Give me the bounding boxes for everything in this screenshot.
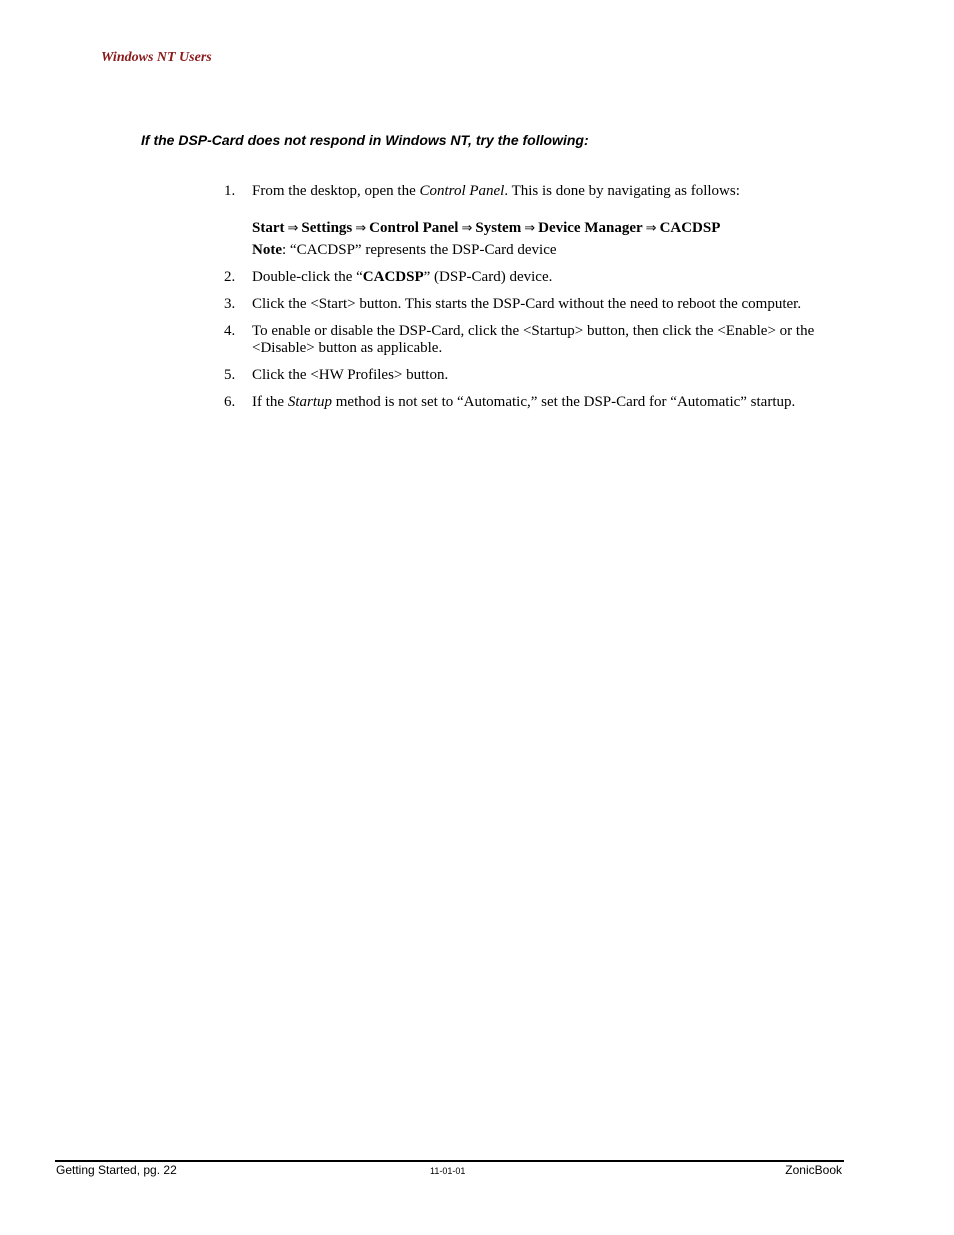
- nav-control-panel: Control Panel: [369, 220, 459, 236]
- footer-product: ZonicBook: [785, 1163, 842, 1177]
- footer-page-label: Getting Started, pg. 22: [56, 1163, 177, 1177]
- list-item: [224, 394, 844, 411]
- arrow-icon: ⇒: [355, 221, 367, 236]
- arrow-icon: ⇒: [524, 221, 536, 236]
- list-item: [224, 367, 844, 384]
- step-number: 5.: [224, 367, 236, 383]
- step-number: 2.: [224, 269, 236, 285]
- step-text: If the Startup method is not set to “Automatic,” set the DSP-Card for “Automatic” startup.: [252, 394, 796, 410]
- footer-date: 11-01-01: [430, 1166, 466, 1176]
- list-item: [224, 183, 844, 259]
- note-label: Note: [252, 242, 282, 258]
- navigation-path: [252, 220, 844, 237]
- note: [252, 242, 844, 259]
- nav-cacdsp: CACDSP: [659, 220, 721, 236]
- nav-device-manager: Device Manager: [538, 220, 643, 236]
- steps-list: [224, 183, 844, 421]
- step-number: 4.: [224, 323, 236, 339]
- step-number: 1.: [224, 183, 236, 199]
- arrow-icon: ⇒: [287, 221, 299, 236]
- step-text: Double-click the “CACDSP” (DSP-Card) device.: [252, 269, 553, 285]
- arrow-icon: ⇒: [645, 221, 657, 236]
- step-text: Click the <HW Profiles> button.: [252, 367, 449, 383]
- step-number: 3.: [224, 296, 236, 312]
- step-text: From the desktop, open the Control Panel. This is done by navigating as follows:: [252, 183, 740, 199]
- footer-divider: [55, 1160, 844, 1162]
- note-text: : “CACDSP” represents the DSP-Card device: [282, 242, 557, 258]
- nav-settings: Settings: [301, 220, 353, 236]
- list-item: [224, 269, 844, 286]
- step-text: To enable or disable the DSP-Card, click the <Startup> button, then click the <Enable> or the <Disable> button as applicable.: [252, 323, 815, 356]
- arrow-icon: ⇒: [461, 221, 473, 236]
- list-item: [224, 296, 844, 313]
- nav-system: System: [475, 220, 522, 236]
- nav-start: Start: [252, 220, 285, 236]
- section-heading: If the DSP-Card does not respond in Windows NT, try the following:: [141, 132, 589, 148]
- step-number: 6.: [224, 394, 236, 410]
- running-head: Windows NT Users: [101, 50, 212, 65]
- step-text: Click the <Start> button. This starts the DSP-Card without the need to reboot the computer.: [252, 296, 802, 312]
- list-item: [224, 323, 844, 357]
